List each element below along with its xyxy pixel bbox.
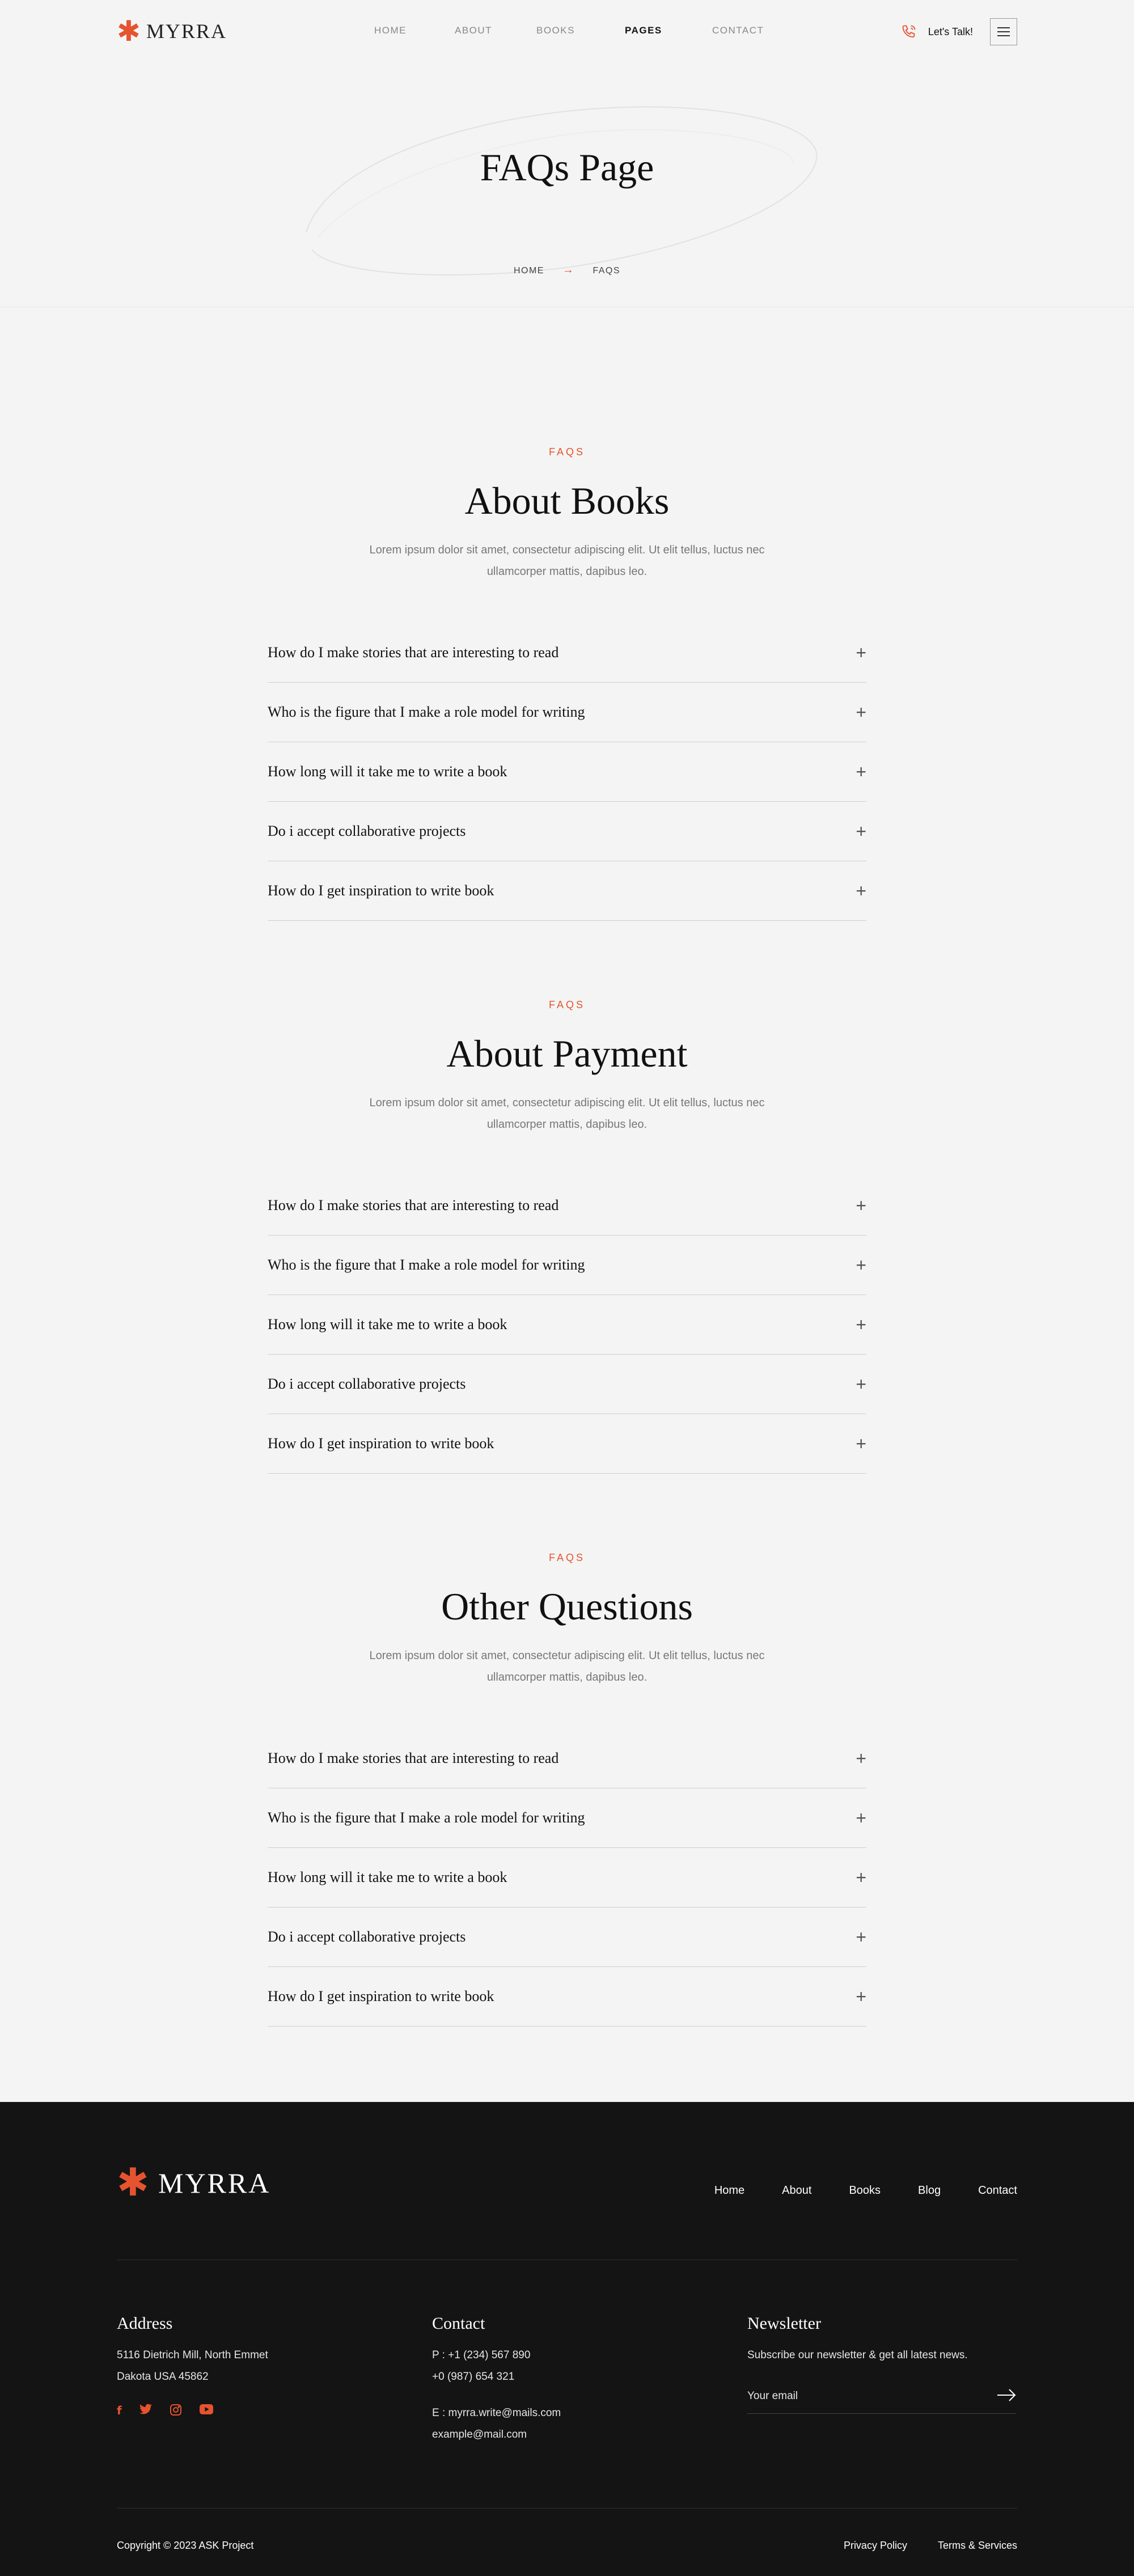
- faq-list: [268, 1176, 866, 1474]
- faq-list: [268, 1729, 866, 2027]
- main-nav: [374, 25, 764, 36]
- section-title: About Books: [464, 479, 670, 522]
- plus-icon[interactable]: +: [856, 702, 866, 722]
- plus-icon[interactable]: +: [856, 1433, 866, 1454]
- address-line: 5116 Dietrich Mill, North Emmet: [117, 2349, 268, 2361]
- footer-newsletter: [747, 2314, 1016, 2414]
- faq-question: Who is the figure that I make a role model for writing: [268, 1257, 585, 1273]
- nav-home[interactable]: HOME: [374, 25, 407, 36]
- plus-icon[interactable]: +: [856, 1867, 866, 1888]
- address-heading: Address: [117, 2314, 173, 2333]
- footer-nav-about[interactable]: About: [782, 2184, 812, 2197]
- faq-question: How do I get inspiration to write book: [268, 1435, 494, 1452]
- faq-question: Who is the figure that I make a role model for writing: [268, 1809, 585, 1826]
- faq-question: Do i accept collaborative projects: [268, 1928, 466, 1945]
- plus-icon[interactable]: +: [856, 1374, 866, 1394]
- plus-icon[interactable]: +: [856, 1195, 866, 1216]
- breadcrumb-home[interactable]: HOME: [513, 266, 544, 276]
- contact-heading: Contact: [432, 2314, 485, 2333]
- footer-nav-blog[interactable]: Blog: [918, 2184, 941, 2197]
- newsletter-email-input[interactable]: [747, 2379, 1016, 2414]
- faq-question: Do i accept collaborative projects: [268, 1376, 466, 1392]
- footer-brand-name: MYRRA: [158, 2167, 271, 2199]
- section-title: About Payment: [446, 1032, 688, 1075]
- social-links: [117, 2404, 268, 2419]
- email-placeholder[interactable]: Your email: [747, 2389, 798, 2402]
- faq-item[interactable]: [268, 1355, 866, 1414]
- faq-item[interactable]: [268, 742, 866, 802]
- brand-name: MYRRA: [146, 20, 227, 43]
- section-eyebrow: FAQS: [548, 446, 585, 458]
- youtube-icon[interactable]: [199, 2404, 214, 2419]
- twitter-icon[interactable]: [139, 2404, 153, 2419]
- faq-question: How long will it take me to write a book: [268, 1316, 507, 1333]
- arrow-right-icon[interactable]: [997, 2387, 1016, 2406]
- footer-brand-logo[interactable]: [117, 2160, 271, 2205]
- page-title: FAQs Page: [480, 146, 654, 189]
- contact-phone[interactable]: P : +1 (234) 567 890: [432, 2349, 531, 2361]
- page-hero: [0, 62, 1134, 307]
- copyright-text: Copyright © 2023 ASK Project: [117, 2540, 254, 2551]
- menu-line: [997, 27, 1010, 28]
- faq-question: How do I get inspiration to write book: [268, 1988, 494, 2004]
- section-description: Lorem ipsum dolor sit amet, consectetur adipiscing elit. Ut elit tellus, luctus nec ullamcorper mattis, dapibus leo.: [369, 1097, 765, 1131]
- faq-item[interactable]: [268, 1907, 866, 1967]
- brand-logo[interactable]: [117, 15, 227, 48]
- faq-item[interactable]: [268, 1967, 866, 2027]
- footer-address: [117, 2314, 268, 2419]
- contact-email[interactable]: example@mail.com: [432, 2429, 527, 2440]
- footer-nav-contact[interactable]: Contact: [978, 2184, 1017, 2197]
- faq-section-books: [0, 446, 1134, 921]
- instagram-icon[interactable]: [170, 2404, 182, 2419]
- breadcrumb-current: FAQS: [593, 266, 621, 276]
- nav-about[interactable]: ABOUT: [455, 25, 493, 36]
- plus-icon[interactable]: +: [856, 642, 866, 663]
- faq-item[interactable]: [268, 623, 866, 683]
- faq-item[interactable]: [268, 861, 866, 921]
- plus-icon[interactable]: +: [856, 1927, 866, 1947]
- faq-section-other: [0, 1552, 1134, 2027]
- nav-pages[interactable]: PAGES: [625, 25, 662, 36]
- menu-line: [997, 35, 1010, 36]
- footer-contact: [432, 2314, 561, 2446]
- section-eyebrow: FAQS: [548, 999, 585, 1010]
- footer-nav-home[interactable]: Home: [714, 2184, 745, 2197]
- faq-question: How do I get inspiration to write book: [268, 882, 494, 899]
- newsletter-text: Subscribe our newsletter & get all latest news.: [747, 2349, 968, 2361]
- contact-phone[interactable]: +0 (987) 654 321: [432, 2371, 515, 2383]
- phone-icon: [901, 24, 917, 40]
- faq-question: Do i accept collaborative projects: [268, 823, 466, 839]
- header-actions: [901, 18, 1017, 45]
- faq-item[interactable]: [268, 1295, 866, 1355]
- faq-item[interactable]: [268, 1236, 866, 1295]
- faq-question: How do I make stories that are interesting to read: [268, 1750, 559, 1766]
- plus-icon[interactable]: +: [856, 762, 866, 782]
- hamburger-menu-button[interactable]: [990, 18, 1017, 45]
- faq-item[interactable]: [268, 1176, 866, 1236]
- asterisk-logo-icon: ✱: [117, 2160, 149, 2205]
- lets-talk-link[interactable]: Let's Talk!: [928, 26, 973, 37]
- plus-icon[interactable]: +: [856, 1986, 866, 2007]
- facebook-icon[interactable]: f: [117, 2404, 122, 2417]
- faq-item[interactable]: [268, 1848, 866, 1907]
- address-line: Dakota USA 45862: [117, 2371, 209, 2383]
- faq-item[interactable]: [268, 802, 866, 861]
- newsletter-heading: Newsletter: [747, 2314, 821, 2333]
- privacy-policy-link[interactable]: Privacy Policy: [843, 2540, 907, 2551]
- faq-question: How do I make stories that are interesting to read: [268, 1197, 559, 1213]
- plus-icon[interactable]: +: [856, 1255, 866, 1275]
- faq-list: [268, 623, 866, 921]
- section-description: Lorem ipsum dolor sit amet, consectetur adipiscing elit. Ut elit tellus, luctus nec ullamcorper mattis, dapibus leo.: [369, 544, 765, 578]
- site-footer: [0, 2102, 1134, 2576]
- faq-item[interactable]: [268, 683, 866, 742]
- footer-nav-books[interactable]: Books: [849, 2184, 881, 2197]
- terms-link[interactable]: Terms & Services: [937, 2540, 1017, 2551]
- legal-links: [844, 2540, 1017, 2552]
- faq-item[interactable]: [268, 1414, 866, 1474]
- plus-icon[interactable]: +: [856, 821, 866, 841]
- plus-icon[interactable]: +: [856, 1748, 866, 1769]
- footer-nav: [714, 2184, 1017, 2197]
- menu-line: [997, 31, 1010, 32]
- footer-divider: [117, 2508, 1017, 2509]
- section-title: Other Questions: [441, 1585, 693, 1628]
- plus-icon[interactable]: +: [856, 1314, 866, 1335]
- faq-item[interactable]: [268, 1788, 866, 1848]
- site-header: [0, 0, 1134, 62]
- plus-icon[interactable]: +: [856, 1808, 866, 1828]
- faq-item[interactable]: [268, 1729, 866, 1788]
- faq-question: Who is the figure that I make a role model for writing: [268, 704, 585, 720]
- plus-icon[interactable]: +: [856, 881, 866, 901]
- faq-section-payment: [0, 999, 1134, 1474]
- arrow-right-icon: →: [562, 264, 575, 276]
- section-eyebrow: FAQS: [548, 1552, 585, 1563]
- nav-contact[interactable]: CONTACT: [712, 25, 764, 36]
- faq-question: How long will it take me to write a book: [268, 1869, 507, 1885]
- faq-question: How long will it take me to write a book: [268, 763, 507, 780]
- breadcrumb: [0, 264, 1134, 277]
- nav-books[interactable]: BOOKS: [536, 25, 575, 36]
- asterisk-logo-icon: ✱: [117, 15, 141, 48]
- faq-question: How do I make stories that are interesting to read: [268, 644, 559, 661]
- contact-email[interactable]: E : myrra.write@mails.com: [432, 2407, 561, 2419]
- section-description: Lorem ipsum dolor sit amet, consectetur adipiscing elit. Ut elit tellus, luctus nec ullamcorper mattis, dapibus leo.: [369, 1649, 765, 1684]
